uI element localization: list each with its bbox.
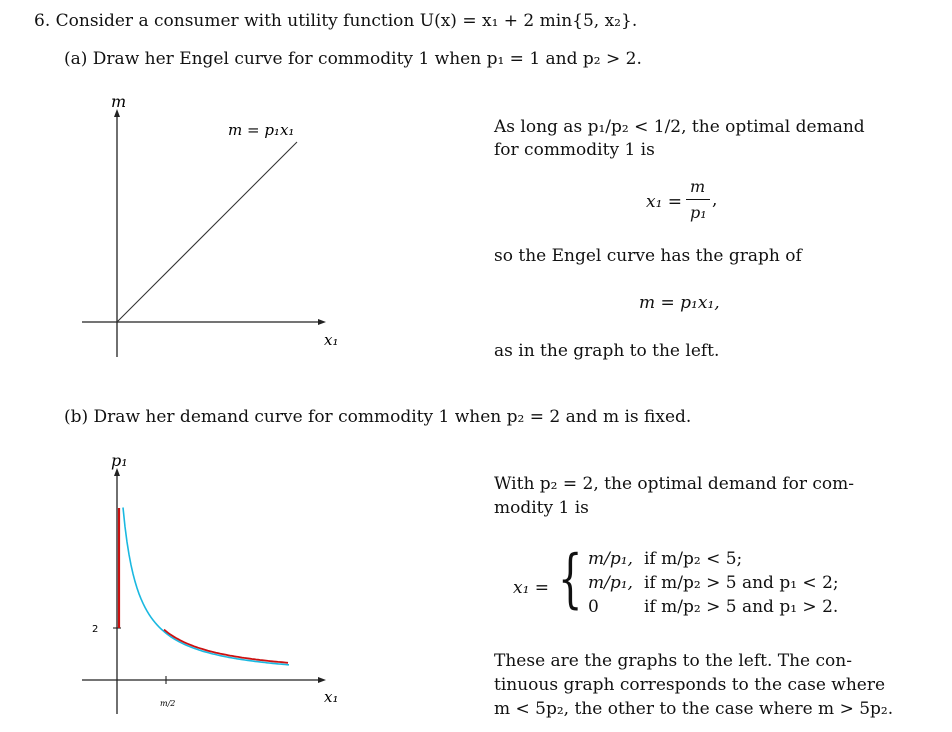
case-2-value: m/p₁,: [588, 573, 633, 593]
part-a-text2: for commodity 1 is: [494, 140, 655, 160]
part-a-eq2: m = p₁x₁,: [639, 293, 720, 313]
part-b-cases-brace: {: [558, 542, 583, 616]
part-a-text3: so the Engel curve has the graph of: [494, 246, 802, 266]
case-3-value: 0: [588, 597, 599, 617]
case-1-condition: if m/p₂ < 5;: [644, 549, 743, 569]
demand-x-arrow: [318, 677, 326, 683]
case-1-value: m/p₁,: [588, 549, 633, 569]
part-b-case-2: [588, 573, 839, 593]
part-b-text5: m < 5p₂, the other to the case where m > 5p₂.: [494, 699, 894, 719]
part-a-eq-lhs: x₁ =: [646, 192, 683, 212]
part-a-label: (a) Draw her Engel curve for commodity 1 when p₁ = 1 and p₂ > 2.: [64, 49, 642, 69]
part-a-text1: As long as p₁/p₂ < 1/2, the optimal demand: [494, 117, 865, 137]
case-3-condition: if m/p₂ > 5 and p₁ > 2.: [644, 597, 839, 617]
problem-heading: 6. Consider a consumer with utility function U(x) = x₁ + 2 min{5, x₂}.: [34, 11, 638, 31]
part-b-case-1: [588, 549, 742, 569]
part-a-eq-num: m: [690, 177, 706, 196]
demand-y-label: p₁: [111, 452, 128, 470]
demand-x-label: x₁: [324, 688, 339, 706]
engel-x-label: x₁: [324, 331, 339, 349]
engel-line-label: m = p₁x₁: [228, 121, 295, 139]
demand-curve-red: [164, 630, 288, 663]
demand-x-tick-label: m/2: [160, 699, 176, 708]
part-a-eq-comma: ,: [712, 190, 718, 210]
engel-line: [117, 142, 297, 322]
part-b-case-3: [588, 597, 838, 617]
demand-y-tick-label: 2: [92, 624, 99, 635]
part-b-text4: tinuous graph corresponds to the case where: [494, 675, 886, 695]
case-2-condition: if m/p₂ > 5 and p₁ < 2;: [644, 573, 839, 593]
part-b-text1: With p₂ = 2, the optimal demand for com-: [494, 474, 855, 494]
part-b-text2: modity 1 is: [494, 498, 589, 518]
part-b-label: (b) Draw her demand curve for commodity 1 when p₂ = 2 and m is fixed.: [64, 407, 692, 427]
demand-curve-graph: [80, 452, 340, 717]
part-a-text4: as in the graph to the left.: [494, 341, 720, 361]
part-a-frac-bar: [686, 199, 710, 200]
engel-x-arrow: [318, 319, 326, 325]
engel-curve-graph: [80, 95, 340, 360]
engel-y-label: m: [111, 95, 127, 111]
part-a-eq-den: p₁: [690, 203, 707, 222]
part-b-text3: These are the graphs to the left. The con-: [494, 651, 852, 671]
demand-curve-cyan: [123, 508, 289, 665]
part-b-cases-lhs: x₁ =: [513, 578, 550, 598]
